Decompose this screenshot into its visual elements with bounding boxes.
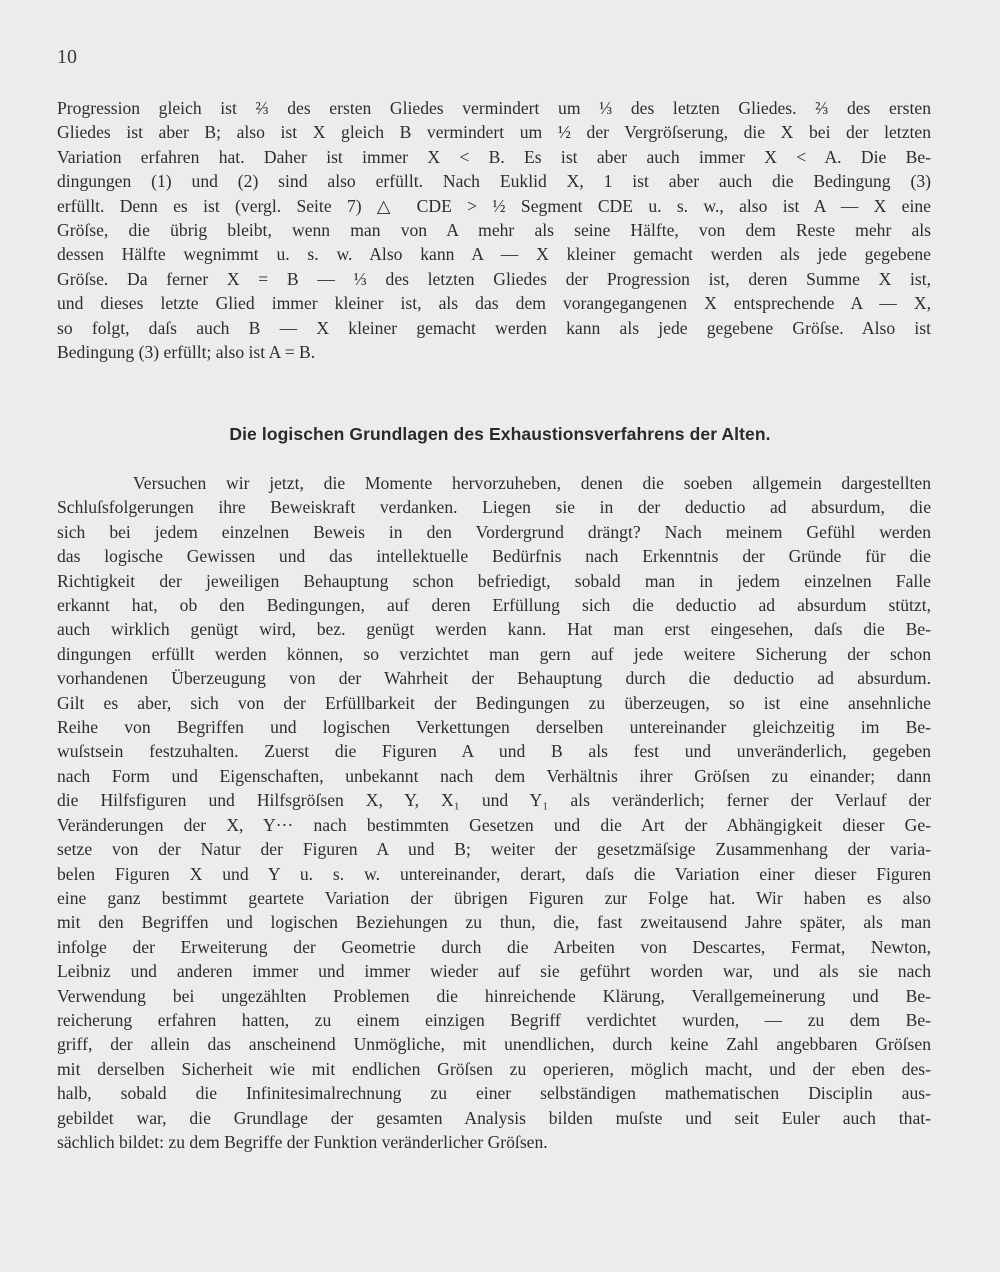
- text-line: das logische Gewissen und das intellektuelle Bedürfnis nach Erkenntnis der Gründe für die: [57, 546, 931, 567]
- text-line: setze von der Natur der Figuren A und B; weiter der gesetzmäſsige Zusammenhang der varia-: [57, 839, 931, 860]
- text-line: wuſstsein festzuhalten. Zuerst die Figuren A und B als fest und unveränderlich, gegeben: [57, 741, 931, 762]
- section-heading: Die logischen Grundlagen des Exhaustionsverfahrens der Alten.: [229, 424, 771, 444]
- text-line: sich bei jedem einzelnen Beweis in den Vordergrund drängt? Nach meinem Gefühl werden: [57, 521, 931, 542]
- text-line: und dieses letzte Glied immer kleiner ist, als das dem vorangegangenen X entsprechende A — X,: [57, 293, 931, 314]
- text-line: Verwendung bei ungezählten Problemen die hinreichende Klärung, Verallgemeinerung und Be-: [57, 985, 931, 1006]
- paragraph-1: [57, 96, 931, 364]
- text-line: belen Figuren X und Y u. s. w. untereinander, derart, daſs die Variation einer dieser Figuren: [57, 863, 931, 884]
- text-line: dingungen erfüllt werden können, so verzichtet man gern auf jede weitere Sicherung der schon: [57, 643, 931, 664]
- text-line: nach Form und Eigenschaften, unbekannt nach dem Verhältnis ihrer Gröſsen zu einander; dann: [57, 765, 931, 786]
- text-line: Gilt es aber, sich von der Erfüllbarkeit der Bedingungen zu überzeugen, so ist eine ansehnliche: [57, 692, 931, 713]
- text-line: Gliedes ist aber B; also ist X gleich B vermindert um ½ der Vergröſserung, die X bei der letzten: [57, 122, 931, 143]
- text-line: gebildet war, die Grundlage der gesamten Analysis bilden muſste und seit Euler auch that-: [57, 1107, 931, 1128]
- text-line: Versuchen wir jetzt, die Momente hervorzuheben, denen die soeben allgemein dargestellten: [133, 473, 931, 493]
- paragraph-2: [57, 471, 931, 1154]
- text-line: Gröſse, die übrig bleibt, wenn man von A mehr als seine Hälfte, von dem Reste mehr als: [57, 220, 931, 241]
- text-line: die Hilfsfiguren und Hilfsgröſsen X, Y, X₁ und Y₁ als veränderlich; ferner der Verlauf der: [57, 790, 931, 811]
- text-line: mit derselben Sicherheit wie mit endlichen Gröſsen zu operieren, möglich macht, und der eben des-: [57, 1058, 931, 1079]
- text-line: griff, der allein das anscheinend Unmögliche, mit unendlichen, durch keine Zahl angebbaren Gröſsen: [57, 1034, 931, 1055]
- text-line: infolge der Erweiterung der Geometrie durch die Arbeiten von Descartes, Fermat, Newton,: [57, 936, 931, 957]
- text-line: halb, sobald die Infinitesimalrechnung zu einer selbständigen mathematischen Disciplin aus-: [57, 1083, 931, 1104]
- text-line: dessen Hälfte wegnimmt u. s. w. Also kann A — X kleiner gemacht werden als jede gegebene: [57, 244, 931, 265]
- text-line: Leibniz und anderen immer und immer wieder auf sie geführt worden war, und als sie nach: [57, 961, 931, 982]
- text-line: erkannt hat, ob den Bedingungen, auf deren Erfüllung sich die deductio ad absurdum stützt,: [57, 595, 931, 616]
- text-line: Gröſse. Da ferner X = B — ⅓ des letzten Gliedes der Progression ist, deren Summe X ist,: [57, 268, 931, 289]
- text-line: Variation erfahren hat. Daher ist immer X < B. Es ist aber auch immer X < A. Die Be-: [57, 146, 931, 167]
- text-line: Progression gleich ist ⅔ des ersten Gliedes vermindert um ⅓ des letzten Gliedes. ⅔ des ersten: [57, 98, 931, 118]
- page-number: 10: [57, 46, 77, 68]
- text-line: Richtigkeit der jeweiligen Behauptung schon befriedigt, sobald man in jedem einzelnen Falle: [57, 570, 931, 591]
- text-line: vorhandenen Überzeugung von der Wahrheit der Behauptung durch die deductio ad absurdum.: [57, 668, 931, 689]
- text-line: Veränderungen der X, Y··· nach bestimmten Gesetzen und die Art der Abhängigkeit dieser Ge-: [57, 814, 931, 835]
- text-line: Schluſsfolgerungen ihre Beweiskraft verdanken. Liegen sie in der deductio ad absurdum, die: [57, 497, 931, 518]
- text-line: mit den Begriffen und logischen Beziehungen zu thun, die, fast zweitausend Jahre später, als man: [57, 912, 931, 933]
- text-line: sächlich bildet: zu dem Begriffe der Funktion veränderlicher Gröſsen.: [57, 1131, 548, 1152]
- text-line: dingungen (1) und (2) sind also erfüllt. Nach Euklid X, 1 ist aber auch die Bedingung (3): [57, 171, 931, 192]
- text-line: erfüllt. Denn es ist (vergl. Seite 7) △ CDE > ½ Segment CDE u. s. w., also ist A — X eine: [57, 195, 931, 216]
- text-line: auch wirklich genügt wird, bez. genügt werden kann. Hat man erst eingesehen, daſs die Be-: [57, 619, 931, 640]
- text-line: reicherung erfahren hatten, zu einem einzigen Begriff verdichtet wurden, — zu dem Be-: [57, 1009, 931, 1030]
- text-line: so folgt, daſs auch B — X kleiner gemacht werden kann als jede gegebene Gröſse. Also ist: [57, 317, 931, 338]
- text-line: Reihe von Begriffen und logischen Verkettungen derselben untereinander gleichzeitig im Be-: [57, 717, 931, 738]
- text-line: Bedingung (3) erfüllt; also ist A = B.: [57, 342, 316, 363]
- text-line: eine ganz bestimmt geartete Variation der übrigen Figuren zur Folge hat. Wir haben es also: [57, 887, 931, 908]
